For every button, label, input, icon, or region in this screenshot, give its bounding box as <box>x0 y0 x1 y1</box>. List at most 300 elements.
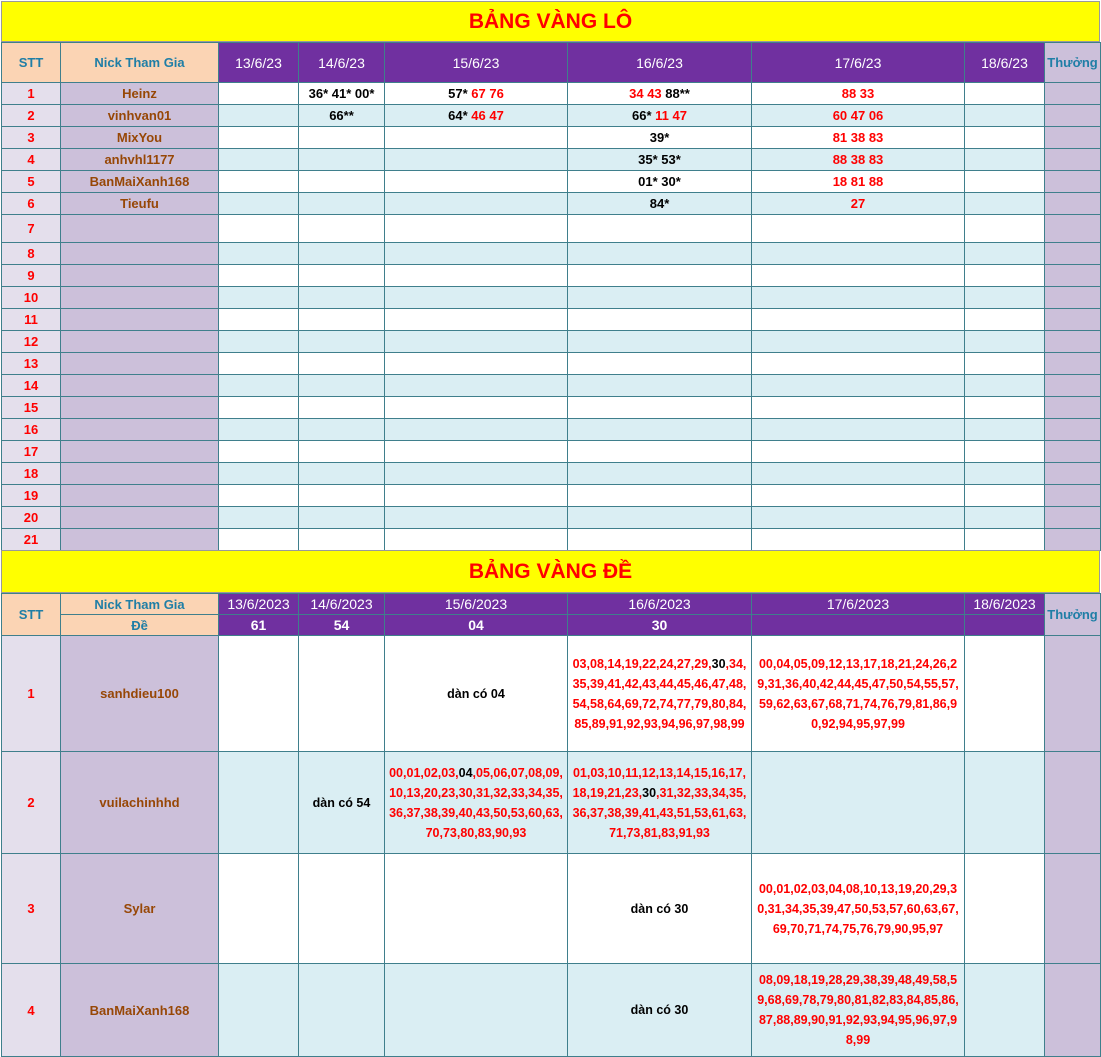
entry-text: 81 38 83 <box>832 130 884 145</box>
entry-cell <box>385 397 568 419</box>
lo-table-row <box>2 149 1101 171</box>
nick-cell: Sylar <box>61 854 219 964</box>
entry-cell <box>568 105 752 127</box>
entry-cell <box>568 215 752 243</box>
entry-text: 00,01,02,03,04,08,10,13,19,20,29,30,31,34,35,39,47,50,53,57,60,63,67,69,70,71,74,75,76,79,90,95,97 <box>757 881 959 936</box>
entry-cell <box>299 215 385 243</box>
entry-cell <box>568 375 752 397</box>
entry-cell <box>752 193 965 215</box>
entry-cell <box>965 171 1045 193</box>
entry-text: 46 47 <box>467 108 504 123</box>
thuong-cell <box>1045 83 1101 105</box>
nick-cell: MixYou <box>61 127 219 149</box>
lo-nick-header: Nick Tham Gia <box>61 43 219 83</box>
de-result: 61 <box>219 615 299 636</box>
stt-cell: 4 <box>2 149 61 171</box>
entry-text: 11 47 <box>651 108 687 123</box>
entry-text: 88 38 83 <box>832 152 884 167</box>
stt-cell: 6 <box>2 193 61 215</box>
entry-cell <box>965 419 1045 441</box>
lo-table-row <box>2 193 1101 215</box>
stt-cell: 19 <box>2 485 61 507</box>
entry-cell <box>385 215 568 243</box>
entry-text: 01,03,10,11,12,13,14,15,16,17,18,19,21,23, <box>572 765 747 800</box>
de-table <box>1 593 1101 1057</box>
entry-cell <box>299 419 385 441</box>
lo-title-banner <box>1 1 1100 42</box>
entry-cell <box>965 149 1045 171</box>
de-date-header: 13/6/2023 <box>219 594 299 615</box>
thuong-cell <box>1045 441 1101 463</box>
stt-cell: 18 <box>2 463 61 485</box>
de-date-header: 15/6/2023 <box>385 594 568 615</box>
entry-cell <box>385 265 568 287</box>
entry-cell <box>965 463 1045 485</box>
entry-cell <box>219 215 299 243</box>
entry-cell <box>568 331 752 353</box>
entry-cell <box>385 193 568 215</box>
de-result-row <box>2 615 1101 636</box>
entry-cell <box>965 441 1045 463</box>
entry-cell <box>568 83 752 105</box>
stt-cell: 1 <box>2 636 61 752</box>
stt-cell: 16 <box>2 419 61 441</box>
entry-cell <box>965 105 1045 127</box>
thuong-cell <box>1045 964 1101 1057</box>
de-table-row <box>2 636 1101 752</box>
nick-cell <box>61 397 219 419</box>
entry-cell <box>385 309 568 331</box>
de-title: BẢNG VÀNG ĐỀ <box>468 559 633 583</box>
entry-cell <box>299 83 385 105</box>
nick-cell <box>61 507 219 529</box>
de-nick-header: Nick Tham Gia <box>61 594 219 615</box>
entry-text: 66* <box>632 108 652 123</box>
thuong-cell <box>1045 193 1101 215</box>
entry-cell <box>219 507 299 529</box>
entry-cell <box>752 964 965 1057</box>
entry-cell <box>385 854 568 964</box>
nick-cell <box>61 215 219 243</box>
nick-cell <box>61 463 219 485</box>
entry-cell <box>568 397 752 419</box>
entry-cell <box>752 105 965 127</box>
thuong-cell <box>1045 149 1101 171</box>
entry-text: 35* 53* <box>638 152 681 167</box>
stt-cell: 1 <box>2 83 61 105</box>
entry-text: 03,08,14,19,22,24,27,29, <box>572 656 712 671</box>
de-date-header: 17/6/2023 <box>752 594 965 615</box>
entry-cell <box>965 83 1045 105</box>
entry-cell <box>965 127 1045 149</box>
lo-date-header: 14/6/23 <box>299 43 385 83</box>
entry-text: ,05,06,07,08,09,10,13,20,23,30,31,32,33,34,35,36,37,38,39,40,43,50,53,60,63,70,73,80,83,90,93 <box>389 765 563 840</box>
entry-cell <box>752 419 965 441</box>
entry-cell <box>299 127 385 149</box>
stt-cell: 17 <box>2 441 61 463</box>
stt-cell: 9 <box>2 265 61 287</box>
entry-cell <box>219 265 299 287</box>
entry-cell <box>752 441 965 463</box>
entry-cell <box>219 353 299 375</box>
nick-cell: anhvhl1177 <box>61 149 219 171</box>
entry-cell <box>219 419 299 441</box>
entry-cell <box>752 507 965 529</box>
lo-table-row <box>2 485 1101 507</box>
entry-cell <box>568 127 752 149</box>
lo-date-header: 18/6/23 <box>965 43 1045 83</box>
entry-cell <box>299 287 385 309</box>
entry-cell <box>385 441 568 463</box>
nick-cell <box>61 485 219 507</box>
entry-cell <box>752 215 965 243</box>
entry-cell <box>385 375 568 397</box>
entry-cell <box>219 309 299 331</box>
entry-cell <box>385 752 568 854</box>
lo-header-row <box>2 43 1101 83</box>
entry-text: dàn có 04 <box>447 686 505 701</box>
entry-cell <box>299 309 385 331</box>
entry-cell <box>752 171 965 193</box>
de-result <box>965 615 1045 636</box>
de-result: 54 <box>299 615 385 636</box>
entry-cell <box>219 127 299 149</box>
entry-cell <box>568 752 752 854</box>
entry-cell <box>568 441 752 463</box>
entry-cell <box>385 149 568 171</box>
lo-date-header: 16/6/23 <box>568 43 752 83</box>
entry-text: 60 47 06 <box>832 108 884 123</box>
entry-cell <box>965 397 1045 419</box>
entry-text: 39* <box>649 130 670 145</box>
de-thuong-header: Thưởng <box>1045 594 1101 636</box>
entry-cell <box>752 287 965 309</box>
entry-cell <box>385 507 568 529</box>
entry-cell <box>965 964 1045 1057</box>
entry-cell <box>299 397 385 419</box>
stt-cell: 7 <box>2 215 61 243</box>
entry-cell <box>219 331 299 353</box>
entry-text: 66** <box>329 108 354 123</box>
lo-date-header: 13/6/23 <box>219 43 299 83</box>
entry-cell <box>219 485 299 507</box>
entry-text: dàn có 30 <box>630 901 689 916</box>
entry-cell <box>219 375 299 397</box>
nick-cell: vuilachinhhd <box>61 752 219 854</box>
stt-cell: 3 <box>2 127 61 149</box>
entry-cell <box>965 243 1045 265</box>
entry-cell <box>568 149 752 171</box>
entry-text: 36* 41* 00* <box>308 86 375 101</box>
entry-text: 34 43 <box>629 86 666 101</box>
de-stt-header: STT <box>2 594 61 636</box>
entry-text: 30 <box>711 656 726 671</box>
entry-cell <box>965 636 1045 752</box>
lo-table-row <box>2 287 1101 309</box>
entry-cell <box>752 309 965 331</box>
nick-cell <box>61 243 219 265</box>
stt-cell: 10 <box>2 287 61 309</box>
entry-text: 88** <box>665 86 690 101</box>
entry-cell <box>752 265 965 287</box>
entry-cell <box>299 149 385 171</box>
thuong-cell <box>1045 243 1101 265</box>
nick-cell <box>61 441 219 463</box>
entry-cell <box>385 636 568 752</box>
entry-cell <box>965 353 1045 375</box>
entry-cell <box>752 854 965 964</box>
entry-cell <box>385 353 568 375</box>
lo-table-row <box>2 463 1101 485</box>
lo-table-row <box>2 507 1101 529</box>
lo-table-row <box>2 105 1101 127</box>
entry-cell <box>299 243 385 265</box>
entry-cell <box>752 127 965 149</box>
thuong-cell <box>1045 397 1101 419</box>
stt-cell: 12 <box>2 331 61 353</box>
de-table-row <box>2 854 1101 964</box>
thuong-cell <box>1045 854 1101 964</box>
entry-text: 67 76 <box>467 86 504 101</box>
entry-cell <box>299 463 385 485</box>
nick-cell <box>61 287 219 309</box>
entry-cell <box>752 83 965 105</box>
stt-cell: 14 <box>2 375 61 397</box>
de-result <box>752 615 965 636</box>
thuong-cell <box>1045 331 1101 353</box>
entry-cell <box>965 193 1045 215</box>
entry-cell <box>568 854 752 964</box>
thuong-cell <box>1045 171 1101 193</box>
de-result: 30 <box>568 615 752 636</box>
entry-cell <box>219 441 299 463</box>
entry-cell <box>219 243 299 265</box>
entry-text: 64* <box>448 108 468 123</box>
entry-cell <box>219 397 299 419</box>
de-result: 04 <box>385 615 568 636</box>
entry-cell <box>568 507 752 529</box>
nick-cell: BanMaiXanh168 <box>61 964 219 1057</box>
entry-cell <box>965 529 1045 551</box>
stt-cell: 11 <box>2 309 61 331</box>
entry-cell <box>568 243 752 265</box>
entry-cell <box>752 331 965 353</box>
entry-cell <box>299 105 385 127</box>
entry-cell <box>219 171 299 193</box>
de-title-banner <box>1 550 1100 593</box>
entry-cell <box>219 287 299 309</box>
entry-cell <box>385 485 568 507</box>
entry-cell <box>385 127 568 149</box>
thuong-cell <box>1045 353 1101 375</box>
lo-table-row <box>2 309 1101 331</box>
entry-text: 30 <box>642 785 657 800</box>
stt-cell: 20 <box>2 507 61 529</box>
thuong-cell <box>1045 309 1101 331</box>
entry-text: dàn có 54 <box>312 795 371 810</box>
entry-text: 04 <box>458 765 473 780</box>
entry-cell <box>965 215 1045 243</box>
entry-cell <box>965 507 1045 529</box>
entry-cell <box>568 463 752 485</box>
lo-table-row <box>2 127 1101 149</box>
entry-text: 01* 30* <box>638 174 681 189</box>
entry-cell <box>385 463 568 485</box>
thuong-cell <box>1045 636 1101 752</box>
entry-cell <box>752 636 965 752</box>
entry-text: 18 81 88 <box>832 174 884 189</box>
entry-cell <box>752 397 965 419</box>
nick-cell <box>61 353 219 375</box>
entry-cell <box>965 375 1045 397</box>
entry-cell <box>219 854 299 964</box>
entry-text: 08,09,18,19,28,29,38,39,48,49,58,59,68,69,78,79,80,81,82,83,84,85,86,87,88,89,90,91,92,93,94,95,96,97,98,99 <box>757 973 959 1047</box>
entry-cell <box>299 529 385 551</box>
stt-cell: 21 <box>2 529 61 551</box>
entry-text: ,34,35,39,41,42,43,44,45,46,47,48,54,58,64,69,72,74,77,79,80,84,85,89,91,92,93,94,96,97,98,99 <box>572 656 747 731</box>
lo-table-row <box>2 243 1101 265</box>
entry-cell <box>965 485 1045 507</box>
entry-cell <box>752 463 965 485</box>
entry-cell <box>965 309 1045 331</box>
entry-cell <box>568 529 752 551</box>
lo-table-row <box>2 529 1101 551</box>
entry-cell <box>385 243 568 265</box>
lo-table-row <box>2 441 1101 463</box>
entry-cell <box>752 353 965 375</box>
entry-cell <box>385 105 568 127</box>
entry-cell <box>752 752 965 854</box>
thuong-cell <box>1045 215 1101 243</box>
lo-table-row <box>2 83 1101 105</box>
entry-cell <box>568 485 752 507</box>
entry-cell <box>385 83 568 105</box>
thuong-cell <box>1045 105 1101 127</box>
entry-cell <box>299 507 385 529</box>
entry-cell <box>299 171 385 193</box>
stt-cell: 5 <box>2 171 61 193</box>
entry-cell <box>219 636 299 752</box>
entry-text: 27 <box>850 196 866 211</box>
entry-cell <box>568 636 752 752</box>
entry-cell <box>299 265 385 287</box>
lo-table-row <box>2 419 1101 441</box>
de-table-row <box>2 964 1101 1057</box>
nick-cell: vinhvan01 <box>61 105 219 127</box>
lo-table-row <box>2 171 1101 193</box>
entry-text: dàn có 30 <box>630 1003 689 1017</box>
nick-cell <box>61 309 219 331</box>
nick-cell: sanhdieu100 <box>61 636 219 752</box>
entry-cell <box>219 149 299 171</box>
entry-text: 00,01,02,03, <box>389 765 459 780</box>
entry-cell <box>299 375 385 397</box>
entry-cell <box>385 331 568 353</box>
lo-table-row <box>2 397 1101 419</box>
thuong-cell <box>1045 419 1101 441</box>
entry-cell <box>299 441 385 463</box>
de-label-header: Đề <box>61 615 219 636</box>
entry-cell <box>299 854 385 964</box>
entry-cell <box>299 353 385 375</box>
lo-table-row <box>2 215 1101 243</box>
lo-table-row <box>2 375 1101 397</box>
nick-cell: Heinz <box>61 83 219 105</box>
entry-cell <box>219 193 299 215</box>
thuong-cell <box>1045 529 1101 551</box>
entry-cell <box>965 331 1045 353</box>
lo-title: BẢNG VÀNG LÔ <box>468 9 633 33</box>
entry-cell <box>568 964 752 1057</box>
entry-cell <box>965 752 1045 854</box>
entry-cell <box>299 636 385 752</box>
entry-cell <box>219 83 299 105</box>
nick-cell <box>61 375 219 397</box>
thuong-cell <box>1045 485 1101 507</box>
entry-text: 88 33 <box>841 86 875 101</box>
entry-cell <box>752 375 965 397</box>
nick-cell: BanMaiXanh168 <box>61 171 219 193</box>
entry-cell <box>299 485 385 507</box>
entry-cell <box>219 752 299 854</box>
entry-cell <box>299 752 385 854</box>
lo-table <box>1 42 1101 551</box>
entry-text: 84* <box>649 196 670 211</box>
lo-table-row <box>2 353 1101 375</box>
entry-cell <box>219 105 299 127</box>
lo-table-row <box>2 265 1101 287</box>
nick-cell <box>61 331 219 353</box>
thuong-cell <box>1045 265 1101 287</box>
entry-cell <box>752 485 965 507</box>
stt-cell: 13 <box>2 353 61 375</box>
nick-cell <box>61 419 219 441</box>
stt-cell: 3 <box>2 854 61 964</box>
entry-cell <box>568 265 752 287</box>
de-date-header: 16/6/2023 <box>568 594 752 615</box>
entry-cell <box>568 193 752 215</box>
lo-date-header: 17/6/23 <box>752 43 965 83</box>
nick-cell <box>61 265 219 287</box>
entry-cell <box>568 287 752 309</box>
thuong-cell <box>1045 287 1101 309</box>
entry-cell <box>219 463 299 485</box>
stt-cell: 4 <box>2 964 61 1057</box>
thuong-cell <box>1045 507 1101 529</box>
entry-cell <box>385 529 568 551</box>
stt-cell: 8 <box>2 243 61 265</box>
entry-cell <box>385 171 568 193</box>
entry-cell <box>752 529 965 551</box>
lo-thuong-header: Thưởng <box>1045 43 1101 83</box>
lo-stt-header: STT <box>2 43 61 83</box>
entry-cell <box>568 419 752 441</box>
entry-cell <box>965 265 1045 287</box>
entry-cell <box>385 287 568 309</box>
entry-cell <box>299 193 385 215</box>
entry-cell <box>385 419 568 441</box>
nick-cell <box>61 529 219 551</box>
stt-cell: 2 <box>2 752 61 854</box>
entry-cell <box>965 854 1045 964</box>
entry-cell <box>219 529 299 551</box>
stt-cell: 2 <box>2 105 61 127</box>
stt-cell: 15 <box>2 397 61 419</box>
entry-cell <box>568 171 752 193</box>
entry-text: 57* <box>448 86 468 101</box>
entry-cell <box>299 964 385 1057</box>
lo-date-header: 15/6/23 <box>385 43 568 83</box>
